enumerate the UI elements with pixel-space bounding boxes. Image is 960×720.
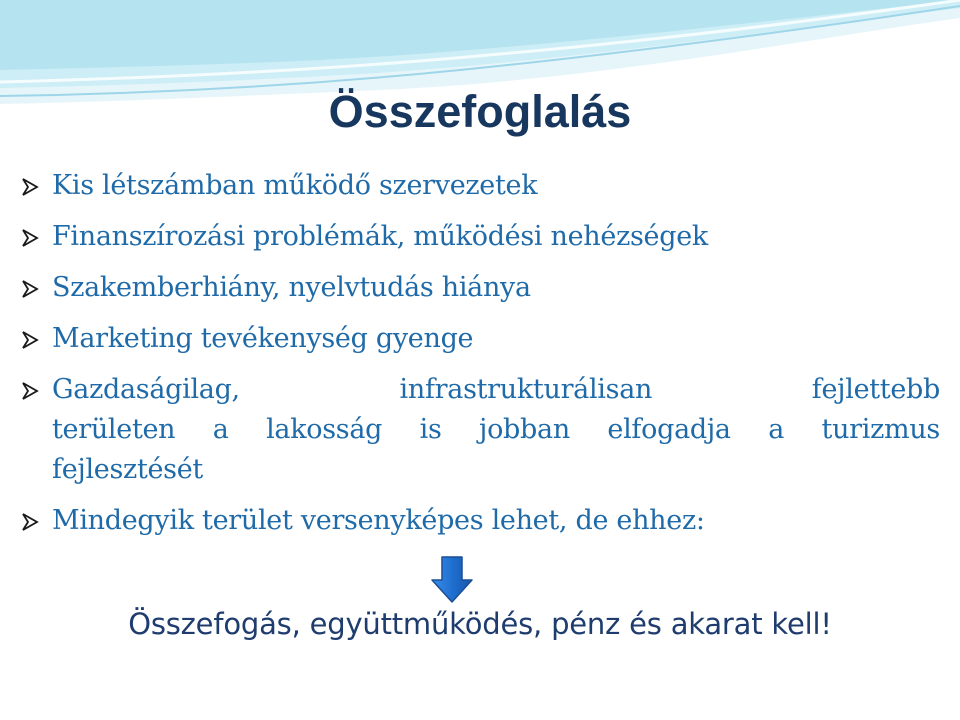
bullet-text-line: fejlesztését	[52, 454, 203, 485]
arrowhead-bullet-icon	[20, 330, 40, 350]
bullet-list	[20, 166, 940, 552]
bullet-text: Kis létszámban működő szervezetek	[52, 170, 538, 201]
bullet-item	[20, 370, 940, 490]
bullet-text: Mindegyik terület versenyképes lehet, de ehhez:	[52, 505, 705, 536]
arrowhead-bullet-icon	[20, 279, 40, 299]
bullet-item	[20, 501, 940, 541]
conclusion-text: Összefogás, együttműködés, pénz és akarat kell!	[128, 607, 832, 641]
slide-title: Összefoglalás	[328, 86, 632, 137]
arrowhead-bullet-icon	[20, 381, 40, 401]
bullet-text: Marketing tevékenység gyenge	[52, 323, 474, 354]
arrowhead-bullet-icon	[20, 228, 40, 248]
arrowhead-bullet-icon	[20, 512, 40, 532]
bullet-text-line: területen a lakosság is jobban elfogadja a turizmus	[52, 414, 940, 445]
bullet-item	[20, 166, 940, 206]
bullet-text: Finanszírozási problémák, működési nehézségek	[52, 221, 708, 252]
bullet-item	[20, 268, 940, 308]
down-arrow-icon	[430, 556, 474, 604]
arrowhead-bullet-icon	[20, 177, 40, 197]
bullet-item	[20, 217, 940, 257]
bullet-text: Szakemberhiány, nyelvtudás hiánya	[52, 272, 531, 303]
bullet-text-line: Gazdaságilag, infrastrukturálisan fejlettebb	[52, 374, 940, 405]
bullet-item	[20, 319, 940, 359]
